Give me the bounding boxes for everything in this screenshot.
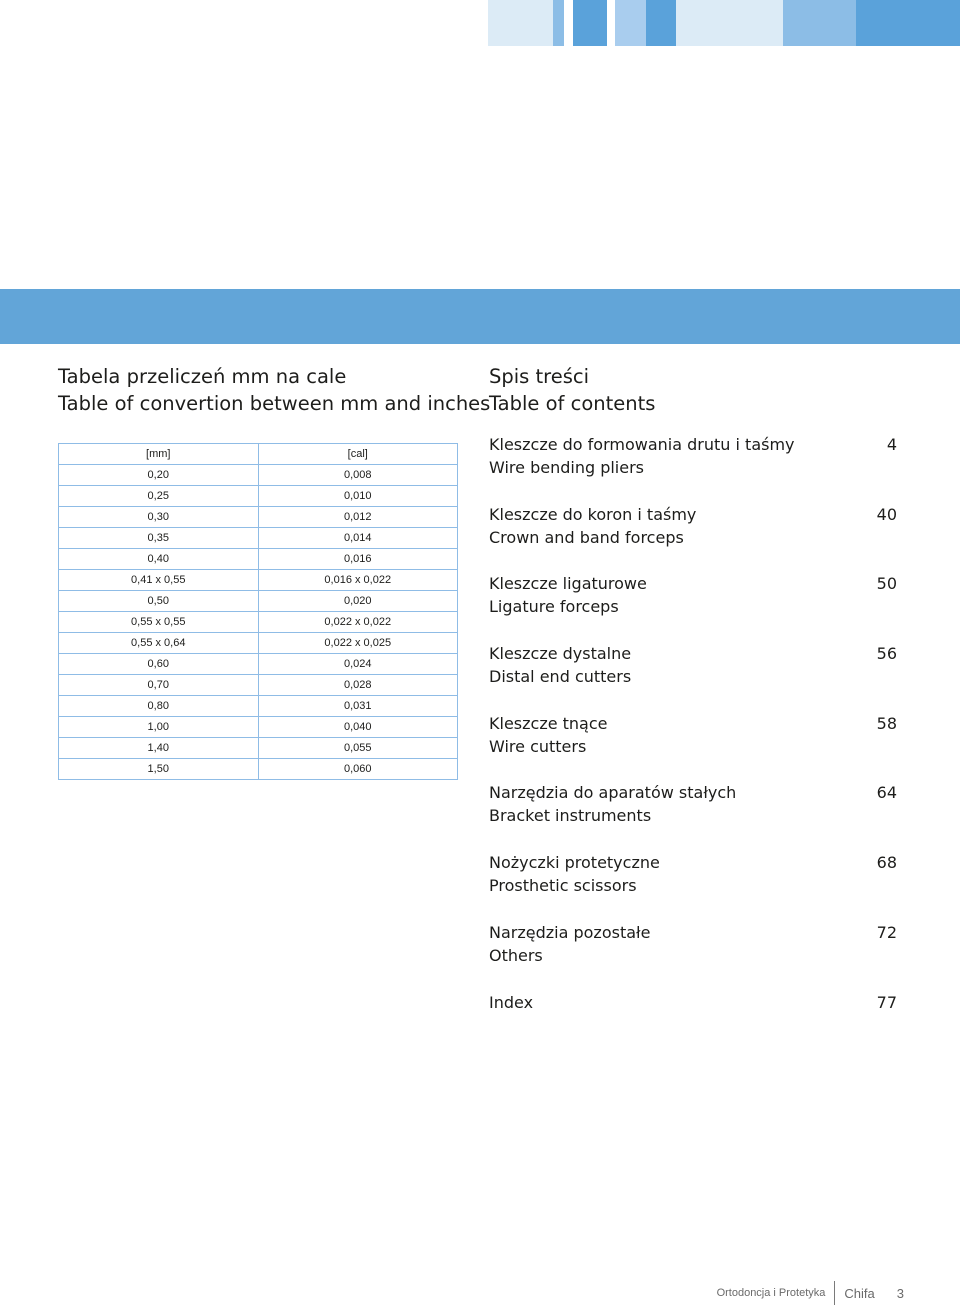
header-mm: [mm]	[59, 444, 259, 465]
toc-entry-pl: Index	[489, 992, 534, 1012]
stripe	[553, 0, 564, 46]
toc-entry-en: Bracket instruments	[489, 806, 652, 826]
table-row	[59, 612, 458, 633]
table-row	[59, 696, 458, 717]
toc-page-number: 64	[876, 783, 897, 803]
footer-section: Ortodoncja i Protetyka	[716, 1287, 826, 1299]
page-number: 3	[896, 1285, 904, 1301]
toc-page-number: 72	[876, 922, 897, 942]
stripe	[573, 0, 607, 46]
toc-entry	[489, 781, 897, 851]
footer-brand: Chifa	[844, 1285, 875, 1301]
cell-cal: 0,008	[258, 465, 458, 486]
cell-cal: 0,012	[258, 507, 458, 528]
footer-divider	[834, 1281, 835, 1305]
cell-cal: 0,016 x 0,022	[258, 570, 458, 591]
cell-mm: 0,30	[59, 507, 259, 528]
cell-mm: 1,50	[59, 759, 259, 780]
header-stripes	[0, 0, 960, 46]
table-header-row	[59, 444, 458, 465]
page-footer	[717, 1280, 904, 1306]
cell-cal: 0,060	[258, 759, 458, 780]
table-row	[59, 591, 458, 612]
toc-entry-pl: Nożyczki protetyczne	[489, 853, 660, 873]
toc-entry-en: Ligature forceps	[489, 597, 619, 617]
table-row	[59, 549, 458, 570]
toc-page-number: 77	[876, 992, 897, 1012]
conversion-table	[58, 443, 458, 780]
toc-entry-en: Wire cutters	[489, 736, 587, 756]
cell-mm: 0,80	[59, 696, 259, 717]
table-row	[59, 570, 458, 591]
toc-entry	[489, 642, 897, 712]
cell-cal: 0,016	[258, 549, 458, 570]
table-row	[59, 486, 458, 507]
table-row	[59, 738, 458, 759]
cell-mm: 1,00	[59, 717, 259, 738]
toc-entry-pl: Kleszcze tnące	[489, 713, 608, 733]
toc-page-number: 68	[876, 853, 897, 873]
cell-cal: 0,022 x 0,025	[258, 633, 458, 654]
cell-mm: 0,55 x 0,55	[59, 612, 259, 633]
toc-entry-pl: Kleszcze do formowania drutu i taśmy	[489, 435, 795, 454]
table-row	[59, 465, 458, 486]
toc-list	[489, 433, 897, 1060]
toc-entry	[489, 503, 897, 573]
cell-cal: 0,024	[258, 654, 458, 675]
toc-entry	[489, 572, 897, 642]
toc-title-pl: Spis treści	[489, 365, 590, 388]
toc-entry-pl: Kleszcze ligaturowe	[489, 574, 647, 594]
conversion-title	[58, 363, 490, 417]
cell-mm: 0,40	[59, 549, 259, 570]
cell-mm: 0,20	[59, 465, 259, 486]
header-cal: [cal]	[258, 444, 458, 465]
table-row	[59, 675, 458, 696]
toc-title	[489, 363, 655, 417]
toc-entry-en: Distal end cutters	[489, 667, 632, 687]
table-row	[59, 654, 458, 675]
toc-entry	[489, 991, 897, 1061]
toc-entry-pl: Kleszcze do koron i taśmy	[489, 504, 697, 524]
table-row	[59, 759, 458, 780]
cell-cal: 0,040	[258, 717, 458, 738]
header-band	[0, 289, 960, 344]
cell-mm: 0,60	[59, 654, 259, 675]
cell-cal: 0,055	[258, 738, 458, 759]
conversion-title-en: Table of convertion between mm and inches	[58, 392, 491, 415]
cell-cal: 0,022 x 0,022	[258, 612, 458, 633]
toc-entry	[489, 921, 897, 991]
stripe	[488, 0, 553, 46]
toc-entry-pl: Narzędzia pozostałe	[489, 922, 651, 942]
cell-mm: 0,70	[59, 675, 259, 696]
toc-entry-pl: Narzędzia do aparatów stałych	[489, 783, 737, 803]
cell-cal: 0,020	[258, 591, 458, 612]
toc-entry-en: Crown and band forceps	[489, 527, 684, 547]
toc-entry-en: Prosthetic scissors	[489, 876, 637, 896]
toc-entry-en: Wire bending pliers	[489, 458, 644, 477]
table-row	[59, 633, 458, 654]
table-row	[59, 717, 458, 738]
toc-page-number: 40	[876, 504, 897, 524]
cell-cal: 0,014	[258, 528, 458, 549]
toc-entry-pl: Kleszcze dystalne	[489, 644, 632, 664]
toc-title-en: Table of contents	[489, 392, 656, 415]
table-row	[59, 528, 458, 549]
toc-entry-en: Others	[489, 945, 543, 965]
cell-mm: 0,41 x 0,55	[59, 570, 259, 591]
toc-entry	[489, 712, 897, 782]
stripe	[646, 0, 676, 46]
toc-page-number: 58	[876, 713, 897, 733]
cell-cal: 0,010	[258, 486, 458, 507]
cell-mm: 1,40	[59, 738, 259, 759]
toc-entry	[489, 433, 897, 503]
cell-cal: 0,028	[258, 675, 458, 696]
stripe	[783, 0, 856, 46]
stripe	[676, 0, 783, 46]
stripe	[615, 0, 646, 46]
toc-entry	[489, 851, 897, 921]
cell-mm: 0,35	[59, 528, 259, 549]
toc-page-number: 56	[876, 644, 897, 664]
cell-mm: 0,55 x 0,64	[59, 633, 259, 654]
stripe	[856, 0, 960, 46]
toc-page-number: 4	[886, 435, 897, 454]
cell-cal: 0,031	[258, 696, 458, 717]
cell-mm: 0,25	[59, 486, 259, 507]
toc-page-number: 50	[876, 574, 897, 594]
cell-mm: 0,50	[59, 591, 259, 612]
table-row	[59, 507, 458, 528]
conversion-title-pl: Tabela przeliczeń mm na cale	[58, 365, 347, 388]
